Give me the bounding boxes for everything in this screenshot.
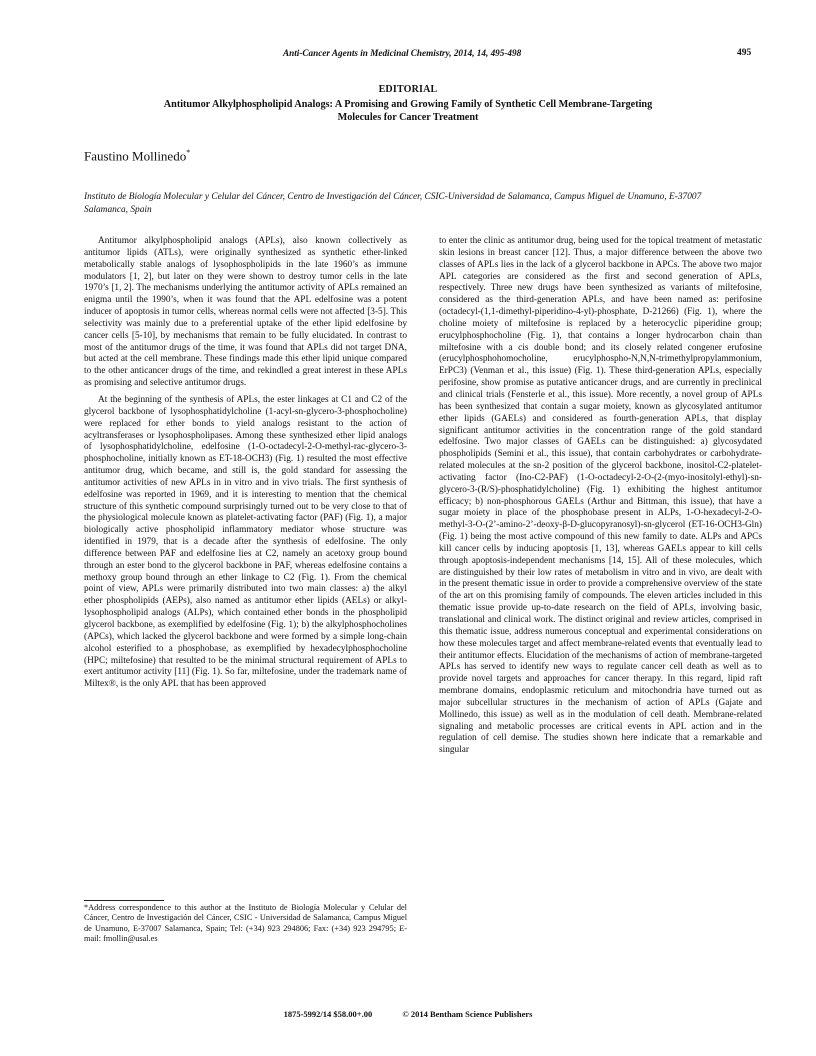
article-title: Antitumor Alkylphospholipid Analogs: A Promising and Growing Family of Synthetic Cell Membrane-Targeting Molecules for Cancer Treatment [163,99,653,123]
journal-citation: Anti-Cancer Agents in Medicinal Chemistry, 2014, 14, 495-498 [283,48,522,58]
author-name [84,148,190,164]
footnote-rule [84,900,164,901]
author-affiliation: Instituto de Biología Molecular y Celular del Cáncer, Centro de Investigación del Cáncer, CSIC-Universidad de Salamanca, Campus Miguel de Unamuno, E-37007 Salamanca, Spain [84,192,702,215]
issn-price: 1875-5992/14 $58.00+.00 [283,1009,373,1019]
paragraph: to enter the clinic as antitumor drug, being used for the topical treatment of metastatic skin lesions in breast cancer [12]. Thus, a major difference between the above two classes of APLs lies in the lack of a glycerol backbone in APCs. The above two major APL categories are considered as the first and second generation of APLs, respectively. Three new drugs have been synthesized as variants of miltefosine, considered as the third-generation APLs, and have been named as: perifosine (octadecyl-(1,1-dimethyl-piperidino-4-yl)-phosphate, D-21266) (Fig. 1), where the choline moiety of miltefosine is replaced by a heterocyclic piperidine group; erucylphosphocholine (Fig. 1), that contains a longer hydrocarbon chain than miltefosine with a cis double bond; and its closely related congener erufosine (erucylphosphohomocholine, erucylphospho-N,N,N-trimethylpropylammonium, ErPC3) (Venman et al., this issue) (Fig. 1). These third-generation APLs, especially perifosine, show promise as putative anticancer drugs, and are currently in preclinical and clinical trials (Fensterle et al., this issue). More recently, a novel group of APLs has been synthesized that contain a sugar moiety, known as glycosylated antitumor ether lipids (GAELs) and considered as fourth-generation APLs, that display significant antitumor activities in the concentration range of the gold standard edelfosine. Two major classes of GAELs can be distinguished: a) glycosydated phospholipids (Semini et al., this issue), that contain carbohydrates or carbohydrate-related molecules at the sn-2 position of the glycerol backbone, inositol-C2-platelet-activating factor (Ino-C2-PAF) (1-O-octadecyl-2-O-(2-(myo-inositolyl-ethyl)-sn-glycero-3-(R/S)-phosphatidylcholine) (Fig. 1) exhibiting the highest antitumor efficacy; b) non-phosphorous GAELs (Arthur and Bittman, this issue), that have a sugar moiety in place of the phosphobase present in ALPs, 1-O-hexadecyl-2-O-methyl-3-O-(2’-amino-2’-deoxy-β-D-glucopyranosyl)-sn-glycerol (ET-16-OCH3-Gln) (Fig. 1) being the most active compound of this new family to date. ALPs and APCs kill cancer cells by inducing apoptosis [1, 13], whereas GAELs appear to kill cells through apoptosis-independent mechanisms [14, 15]. All of these molecules, which are distinguished by their low rates of metabolism in vitro and in vivo, are dealt with in the present thematic issue in order to provide a comprehensive overview of the state of the art on this promising family of compounds. The eleven articles included in this thematic issue provide up-to-date research on the field of APLs, involving basic, translational and clinical work. The distinct original and review articles, comprised in this thematic issue, address numerous conceptual and experimental considerations on how these molecules target and affect membrane-related events that eventually lead to their antitumor effects. Elucidation of the mechanisms of action of membrane-targeted APLs has served to identify new ways to regulate cancer cell death as well as to provide novel targets and approaches for cancer therapy. In this regard, lipid raft membrane domains, endoplasmic reticulum and mitochondria have turned out as major subcellular structures in the mechanism of action of APLs (Gajate and Mollinedo, this issue) as well as in the modulation of cell death. Membrane-related signaling and metabolic processes are critical events in APL action and in the regulation of cell demise. The studies shown here indicate that a remarkable and singular [439,236,762,756]
author-text: Faustino Mollinedo [84,148,187,164]
paragraph: At the beginning of the synthesis of APLs, the ester linkages at C1 and C2 of the glycerol backbone of lysophosphatidylcholine (1-acyl-sn-glycero-3-phosphocholine) were replaced for ether bonds to yield analogs resistant to the action of acyltransferases or lysophospholipases. Among these synthesized ether lipid analogs of lysophosphatidylcholine, edelfosine (1-O-octadecyl-2-O-methyl-rac-glycero-3-phosphocholine, initially known as ET-18-OCH3) (Fig. 1) resulted the most effective antitumor drug, which became, and still is, the gold standard for assessing the antitumor activities of new APLs in in vitro and in vivo trials. The first synthesis of edelfosine was reported in 1969, and it is interesting to mention that the chemical structure of this synthetic compound surprisingly turned out to be very close to that of the physiological molecule known as platelet-activating factor (PAF) (Fig. 1), a major biologically active phospholipid inflammatory mediator whose structure was identified in 1979, that is a decade after the synthesis of edelfosine. The only difference between PAF and edelfosine lies at C2, namely an acetoxy group bound through an ester bond to the glycerol backbone in PAF, whereas edelfosine contains a methoxy group bound through an ether linkage to C2 (Fig. 1). From the chemical point of view, APLs were primarily distributed into two main classes: a) the alkyl ether phospholipids (AEPs), also named as antitumor ether lipids (AELs) or alkyl-lysophospholipid analogs (ALPs), which contained ether bonds in the phospholipid glycerol backbone, as exemplified by edelfosine (Fig. 1); b) the alkylphosphocholines (APCs), which lacked the glycerol backbone and were formed by a simple long-chain alcohol esterified to a phosphobase, as exemplified by hexadecylphosphocholine (HPC; miltefosine) that resulted to be the minimal structural requirement of APLs to exert antitumor activity [11] (Fig. 1). So far, miltefosine, under the trademark name of Miltex®, is the only APL that has been approved [84,394,407,690]
body-column-left [84,236,407,756]
body-column-right [439,236,762,949]
author-footnote-mark: * [186,148,191,157]
page-footer [0,1009,816,1019]
page-number: 495 [737,48,752,58]
section-heading: EDITORIAL [378,84,438,95]
correspondence-footnote: *Address correspondence to this author at the Instituto de Biología Molecular y Celular del Cáncer, Centro de Investigación del Cáncer, CSIC - Universidad de Salamanca, Campus Miguel de Unamuno, E-37007 Salamanca, Spain; Tel: (+34) 923 294806; Fax: (+34) 923 294795; E-mail: fmollin@usal.es [84,903,407,944]
copyright: © 2014 Bentham Science Publishers [402,1009,533,1019]
paragraph: Antitumor alkylphospholipid analogs (APLs), also known collectively as antitumor lipids (ATLs), were originally synthesized as synthetic ether-linked metabolically stable analogs of lysophospholipids in the late 1960’s as immune modulators [1, 2], but later on they were shown to destroy tumor cells in the late 1970’s [1, 2]. The mechanisms underlying the antitumor activity of APLs remained an enigma until the 1990’s, when it was found that the APL edelfosine was a potent inducer of apoptosis in tumor cells, whereas normal cells were not affected [3-5]. This selectivity was mainly due to a preferential uptake of the ether lipid edelfosine by cancer cells [5-10], by mechanisms that remain to be fully elucidated. In contrast to most of the antitumor drugs of the time, it was found that APLs did not target DNA, but acted at the cell membrane. These findings made this ether lipid unique compared to the other anticancer drugs of the time, and rekindled a great interest in these APLs as promising and selective antitumor drugs. [84,236,407,389]
